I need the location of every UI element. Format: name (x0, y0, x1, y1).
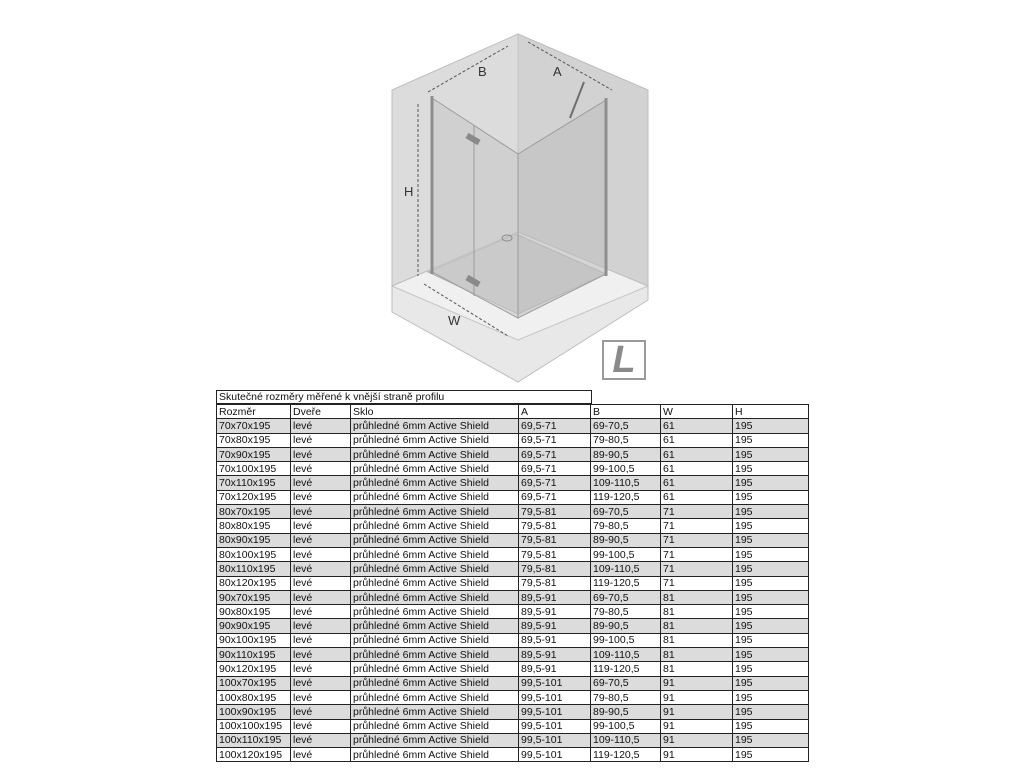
cell-sklo: průhledné 6mm Active Shield (351, 533, 519, 547)
cell-sklo: průhledné 6mm Active Shield (351, 576, 519, 590)
cell-dvere: levé (291, 447, 351, 461)
cell-rozmer: 70x100x195 (217, 462, 291, 476)
cell-a: 79,5-81 (519, 519, 591, 533)
cell-w: 81 (661, 619, 733, 633)
cell-sklo: průhledné 6mm Active Shield (351, 605, 519, 619)
cell-rozmer: 90x80x195 (217, 605, 291, 619)
cell-b: 99-100,5 (591, 462, 661, 476)
cell-rozmer: 70x110x195 (217, 476, 291, 490)
table-row (217, 590, 809, 604)
table-row (217, 419, 809, 433)
cell-dvere: levé (291, 547, 351, 561)
cell-w: 61 (661, 419, 733, 433)
cell-sklo: průhledné 6mm Active Shield (351, 748, 519, 762)
cell-a: 79,5-81 (519, 562, 591, 576)
table-row (217, 633, 809, 647)
cell-h: 195 (733, 605, 809, 619)
table-row (217, 705, 809, 719)
cell-rozmer: 80x80x195 (217, 519, 291, 533)
cell-sklo: průhledné 6mm Active Shield (351, 505, 519, 519)
cell-b: 109-110,5 (591, 733, 661, 747)
cell-w: 81 (661, 605, 733, 619)
cell-dvere: levé (291, 733, 351, 747)
cell-sklo: průhledné 6mm Active Shield (351, 733, 519, 747)
cell-dvere: levé (291, 462, 351, 476)
cell-sklo: průhledné 6mm Active Shield (351, 547, 519, 561)
cell-b: 109-110,5 (591, 476, 661, 490)
cell-w: 71 (661, 519, 733, 533)
cell-h: 195 (733, 690, 809, 704)
cell-h: 195 (733, 619, 809, 633)
cell-w: 91 (661, 705, 733, 719)
cell-dvere: levé (291, 433, 351, 447)
cell-rozmer: 90x110x195 (217, 648, 291, 662)
dimensions-table (216, 404, 809, 762)
cell-dvere: levé (291, 590, 351, 604)
cell-sklo: průhledné 6mm Active Shield (351, 447, 519, 461)
cell-a: 69,5-71 (519, 419, 591, 433)
cell-sklo: průhledné 6mm Active Shield (351, 476, 519, 490)
table-row (217, 533, 809, 547)
cell-rozmer: 80x110x195 (217, 562, 291, 576)
cell-h: 195 (733, 433, 809, 447)
cell-w: 81 (661, 633, 733, 647)
cell-b: 99-100,5 (591, 547, 661, 561)
cell-b: 119-120,5 (591, 748, 661, 762)
cell-rozmer: 80x120x195 (217, 576, 291, 590)
cell-h: 195 (733, 533, 809, 547)
cell-a: 79,5-81 (519, 576, 591, 590)
header-w: W (661, 405, 733, 419)
table-header-row (217, 405, 809, 419)
cell-dvere: levé (291, 490, 351, 504)
label-w: W (448, 313, 461, 328)
cell-h: 195 (733, 562, 809, 576)
cell-a: 99,5-101 (519, 690, 591, 704)
cell-b: 119-120,5 (591, 490, 661, 504)
cell-dvere: levé (291, 519, 351, 533)
table-row (217, 462, 809, 476)
cell-dvere: levé (291, 419, 351, 433)
cell-dvere: levé (291, 662, 351, 676)
label-b: B (478, 64, 487, 79)
cell-dvere: levé (291, 562, 351, 576)
cell-w: 81 (661, 590, 733, 604)
label-h: H (404, 184, 414, 199)
cell-sklo: průhledné 6mm Active Shield (351, 590, 519, 604)
cell-rozmer: 70x80x195 (217, 433, 291, 447)
cell-h: 195 (733, 490, 809, 504)
table-row (217, 447, 809, 461)
table-row (217, 648, 809, 662)
cell-rozmer: 80x90x195 (217, 533, 291, 547)
table-row (217, 576, 809, 590)
cell-h: 195 (733, 462, 809, 476)
table-caption: Skutečné rozměry měřené k vnější straně profilu (216, 390, 592, 404)
table-row (217, 519, 809, 533)
cell-dvere: levé (291, 619, 351, 633)
cell-dvere: levé (291, 605, 351, 619)
cell-sklo: průhledné 6mm Active Shield (351, 633, 519, 647)
cell-sklo: průhledné 6mm Active Shield (351, 648, 519, 662)
cell-a: 99,5-101 (519, 676, 591, 690)
cell-b: 69-70,5 (591, 505, 661, 519)
cell-a: 79,5-81 (519, 505, 591, 519)
cell-a: 89,5-91 (519, 619, 591, 633)
cell-h: 195 (733, 547, 809, 561)
cell-h: 195 (733, 705, 809, 719)
cell-w: 91 (661, 690, 733, 704)
table-row (217, 547, 809, 561)
cell-sklo: průhledné 6mm Active Shield (351, 690, 519, 704)
cell-w: 61 (661, 462, 733, 476)
cell-w: 81 (661, 648, 733, 662)
cell-rozmer: 80x100x195 (217, 547, 291, 561)
cell-a: 79,5-81 (519, 547, 591, 561)
cell-dvere: levé (291, 690, 351, 704)
cell-rozmer: 70x90x195 (217, 447, 291, 461)
cell-dvere: levé (291, 648, 351, 662)
cell-h: 195 (733, 576, 809, 590)
cell-b: 89-90,5 (591, 619, 661, 633)
cell-w: 71 (661, 547, 733, 561)
cell-a: 89,5-91 (519, 633, 591, 647)
cell-a: 99,5-101 (519, 733, 591, 747)
cell-dvere: levé (291, 533, 351, 547)
header-dvere: Dveře (291, 405, 351, 419)
table-row (217, 719, 809, 733)
cell-b: 119-120,5 (591, 662, 661, 676)
cell-a: 99,5-101 (519, 748, 591, 762)
table-row (217, 690, 809, 704)
cell-h: 195 (733, 648, 809, 662)
cell-a: 99,5-101 (519, 719, 591, 733)
cell-rozmer: 90x100x195 (217, 633, 291, 647)
cell-dvere: levé (291, 476, 351, 490)
cell-h: 195 (733, 633, 809, 647)
table-row (217, 662, 809, 676)
cell-a: 69,5-71 (519, 433, 591, 447)
cell-w: 91 (661, 733, 733, 747)
cell-rozmer: 100x90x195 (217, 705, 291, 719)
cell-w: 61 (661, 447, 733, 461)
cell-a: 69,5-71 (519, 490, 591, 504)
table-row (217, 562, 809, 576)
cell-w: 81 (661, 662, 733, 676)
cell-w: 91 (661, 748, 733, 762)
cell-sklo: průhledné 6mm Active Shield (351, 562, 519, 576)
cell-rozmer: 100x110x195 (217, 733, 291, 747)
cell-a: 89,5-91 (519, 605, 591, 619)
cell-dvere: levé (291, 705, 351, 719)
cell-a: 79,5-81 (519, 533, 591, 547)
cell-sklo: průhledné 6mm Active Shield (351, 490, 519, 504)
cell-b: 99-100,5 (591, 633, 661, 647)
cell-h: 195 (733, 447, 809, 461)
cell-dvere: levé (291, 748, 351, 762)
header-sklo: Sklo (351, 405, 519, 419)
cell-a: 69,5-71 (519, 447, 591, 461)
table-row (217, 476, 809, 490)
table-row (217, 748, 809, 762)
cell-a: 69,5-71 (519, 476, 591, 490)
left-orientation-badge: L (602, 340, 646, 380)
label-a: A (553, 64, 562, 79)
cell-w: 91 (661, 676, 733, 690)
cell-rozmer: 70x70x195 (217, 419, 291, 433)
cell-b: 69-70,5 (591, 419, 661, 433)
cell-b: 69-70,5 (591, 676, 661, 690)
table-row (217, 605, 809, 619)
cell-dvere: levé (291, 576, 351, 590)
cell-h: 195 (733, 519, 809, 533)
table-row (217, 433, 809, 447)
table-row (217, 505, 809, 519)
cell-sklo: průhledné 6mm Active Shield (351, 719, 519, 733)
cell-a: 89,5-91 (519, 590, 591, 604)
cell-b: 69-70,5 (591, 590, 661, 604)
cell-w: 61 (661, 490, 733, 504)
header-h: H (733, 405, 809, 419)
cell-sklo: průhledné 6mm Active Shield (351, 519, 519, 533)
header-a: A (519, 405, 591, 419)
cell-sklo: průhledné 6mm Active Shield (351, 462, 519, 476)
cell-rozmer: 100x120x195 (217, 748, 291, 762)
cell-a: 99,5-101 (519, 705, 591, 719)
header-rozmer: Rozměr (217, 405, 291, 419)
cell-sklo: průhledné 6mm Active Shield (351, 705, 519, 719)
cell-b: 89-90,5 (591, 705, 661, 719)
cell-b: 109-110,5 (591, 562, 661, 576)
cell-h: 195 (733, 748, 809, 762)
cell-rozmer: 100x70x195 (217, 676, 291, 690)
cell-dvere: levé (291, 505, 351, 519)
cell-sklo: průhledné 6mm Active Shield (351, 676, 519, 690)
cell-h: 195 (733, 719, 809, 733)
cell-rozmer: 90x120x195 (217, 662, 291, 676)
cell-w: 61 (661, 476, 733, 490)
cell-sklo: průhledné 6mm Active Shield (351, 619, 519, 633)
cell-b: 109-110,5 (591, 648, 661, 662)
cell-rozmer: 90x90x195 (217, 619, 291, 633)
cell-b: 79-80,5 (591, 605, 661, 619)
cell-b: 89-90,5 (591, 533, 661, 547)
cell-h: 195 (733, 590, 809, 604)
table-row (217, 733, 809, 747)
table-row (217, 619, 809, 633)
cell-b: 119-120,5 (591, 576, 661, 590)
cell-a: 89,5-91 (519, 648, 591, 662)
cell-dvere: levé (291, 633, 351, 647)
cell-w: 71 (661, 533, 733, 547)
cell-sklo: průhledné 6mm Active Shield (351, 433, 519, 447)
cell-b: 79-80,5 (591, 433, 661, 447)
cell-h: 195 (733, 662, 809, 676)
cell-sklo: průhledné 6mm Active Shield (351, 662, 519, 676)
cell-b: 79-80,5 (591, 690, 661, 704)
cell-dvere: levé (291, 676, 351, 690)
cell-w: 71 (661, 562, 733, 576)
cell-rozmer: 100x80x195 (217, 690, 291, 704)
cell-h: 195 (733, 733, 809, 747)
cell-w: 71 (661, 576, 733, 590)
cell-dvere: levé (291, 719, 351, 733)
table-row (217, 676, 809, 690)
cell-h: 195 (733, 476, 809, 490)
cell-rozmer: 100x100x195 (217, 719, 291, 733)
cell-rozmer: 70x120x195 (217, 490, 291, 504)
header-b: B (591, 405, 661, 419)
cell-w: 91 (661, 719, 733, 733)
cell-a: 89,5-91 (519, 662, 591, 676)
cell-h: 195 (733, 505, 809, 519)
cell-w: 61 (661, 433, 733, 447)
cell-b: 99-100,5 (591, 719, 661, 733)
table-row (217, 490, 809, 504)
cell-a: 69,5-71 (519, 462, 591, 476)
cell-h: 195 (733, 676, 809, 690)
cell-rozmer: 80x70x195 (217, 505, 291, 519)
cell-b: 89-90,5 (591, 447, 661, 461)
cell-w: 71 (661, 505, 733, 519)
cell-rozmer: 90x70x195 (217, 590, 291, 604)
cell-b: 79-80,5 (591, 519, 661, 533)
cell-h: 195 (733, 419, 809, 433)
cell-sklo: průhledné 6mm Active Shield (351, 419, 519, 433)
